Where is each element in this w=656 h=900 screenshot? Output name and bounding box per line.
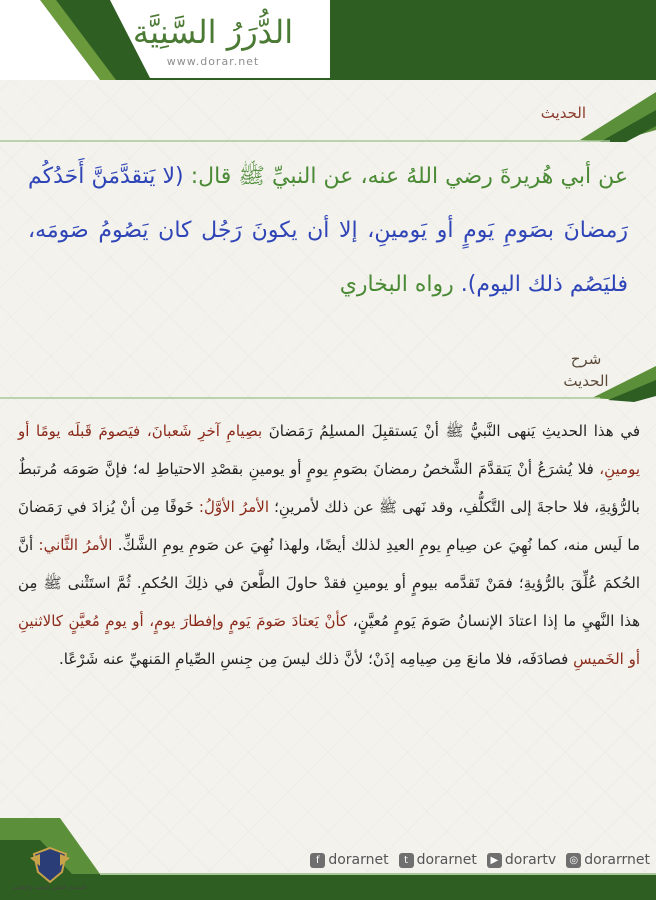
social-links	[300, 848, 650, 872]
explanation-p1a: في هذا الحديثِ يَنهى النَّبيُّ ﷺ أنْ يَستقبِلَ المسلِمُ رَمَضانَ	[262, 422, 640, 440]
explanation-p3a: أنَّ الحُكمَ عُلِّقَ بالرُّؤيةِ؛ فمَنْ تَقدَّمه بيومٍ أو يومينِ فقدْ حاولَ الطَّعنَ في ذلِكَ الحُكمِ. ثُمَّ استَثْنى ﷺ مِن هذا النَّهيِ ما إذا اعتادَ الإنسانُ صَومَ يَومٍ مُعيَّنٍ،	[18, 536, 640, 630]
hadith-text	[28, 150, 628, 312]
explanation-p3c: فصادَفَه، فلا مانعَ مِن صِيامِه إذَنْ؛ لأنَّ ذلك ليسَ مِن جِنسِ الصِّيامِ المَنهيِّ عنه شَرْعًا.	[59, 650, 574, 668]
social-youtube[interactable]	[487, 852, 556, 868]
explanation-p1b: بصِيامِ آخرِ شَعبانَ، فيَصومَ قَبلَه يومًا أو يومينِ،	[18, 422, 640, 478]
explanation-p1c: فلا يُشرَعُ أنْ يَتقدَّمَ الشَّخصُ رمضانَ بصَومِ يومٍ أو يومينِ بقصْدِ الاحتياطِ له؛ فإنَّ صَومَه مُرتبطٌ بالرُّؤيةِ، فلا حاجةَ إلى التَّكلُّفِ، وقد نَهى ﷺ عن ذلك لأمرينِ؛	[18, 460, 640, 516]
social-twitter-label: dorarnet	[416, 852, 477, 868]
explanation-label-line1: شرح	[570, 350, 602, 368]
header	[0, 0, 656, 86]
explanation-p3b: كأنْ يَعتادَ صَومَ يَومٍ وإفطارَ يومٍ، أو يومٍ مُعيَّنٍ كالاثنينِ أو الخَميسِ	[18, 612, 640, 668]
explanation-label-line2: الحديث	[563, 372, 609, 390]
youtube-icon: ▶	[487, 853, 502, 868]
hadith-quote: (لا يَتقدَّمَنَّ أَحَدُكُم رَمضانَ بصَومِ يَومٍ أو يَومينِ، إلا أن يكونَ رَجُل كان يَصُومُ صَومَه، فليَصُم ذلك اليوم).	[28, 164, 628, 297]
logo-url[interactable]: www.dorar.net	[166, 55, 260, 68]
second-reason-label: الأمرُ الثَّاني:	[38, 536, 113, 554]
forum-emblem	[6, 846, 94, 896]
social-facebook-label: dorarnet	[328, 852, 389, 868]
facebook-icon: f	[310, 853, 325, 868]
twitter-icon: t	[399, 853, 414, 868]
logo-title: الدُّرَرُ السَّنِيَّة	[132, 13, 294, 51]
emblem-caption: المنتدى الطبي للبحث والتعليم	[13, 884, 87, 891]
social-twitter[interactable]	[399, 852, 477, 868]
social-facebook[interactable]	[310, 852, 388, 868]
emblem-icon	[30, 846, 70, 884]
footer-band	[0, 874, 656, 900]
hadith-source: رواه البخاري	[339, 272, 454, 297]
social-youtube-label: dorartv	[504, 852, 557, 868]
explanation-p2: خَوفًا مِن أنْ يُزادَ في رَمَضانَ ما لَيس منه، كما نُهِيَ عن صِيامِ يومِ العيدِ لذلك أيضًا، ولهذا نُهِيَ عن صَومِ يومِ الشَّكِّ.	[18, 498, 640, 554]
instagram-icon: ◎	[566, 853, 581, 868]
first-reason-label: الأمرُ الأوَّلُ:	[198, 498, 269, 516]
explanation-text	[18, 412, 640, 678]
hadith-intro: عن أبي هُريرةَ رضي اللهُ عنه، عن النبيِّ ﷺ قال:	[190, 164, 628, 189]
hadith-section-label: الحديث	[540, 104, 586, 122]
social-instagram-label: dorarrnet	[584, 852, 650, 868]
social-instagram[interactable]	[566, 852, 650, 868]
explanation-section-label	[556, 348, 616, 392]
